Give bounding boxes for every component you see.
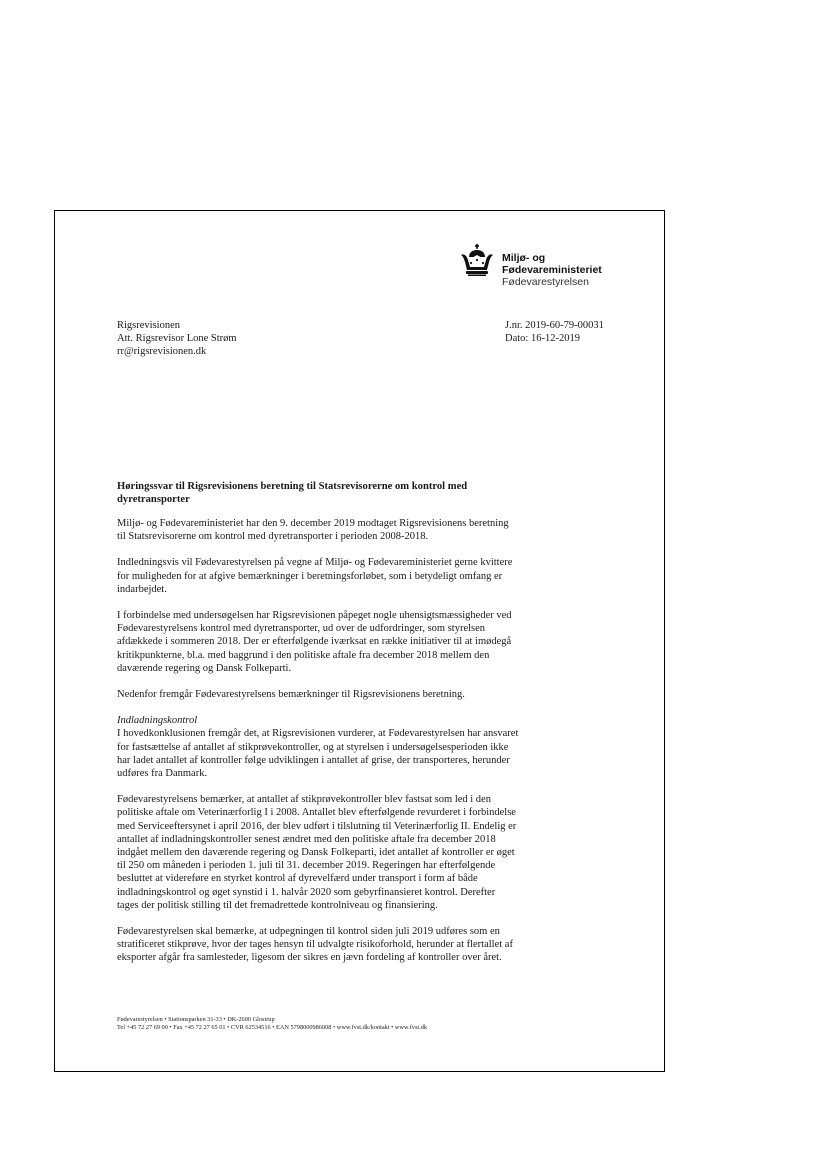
paragraph-2: Indledningsvis vil Fødevarestyrelsen på vegne af Miljø- og Fødevareministeriet gerne kvittere for muligheden for at afgive bemærkninger i beretningsforløbet, som i betydeligt omfang er indarbejdet.	[117, 557, 513, 595]
letter-meta	[505, 319, 604, 345]
letter-footer	[117, 1016, 537, 1032]
letter-title: Høringssvar til Rigsrevisionens beretning til Statsrevisorerne om kontrol med dyretransporter	[117, 481, 468, 505]
logo-line-agency: Fødevarestyrelsen	[502, 276, 589, 288]
paragraph-4: Nedenfor fremgår Fødevarestyrelsens bemærkninger til Rigsrevisionens beretning.	[117, 689, 465, 701]
logo-line-ministry-1: Miljø- og	[502, 252, 546, 264]
paragraph-7: Fødevarestyrelsen skal bemærke, at udpegningen til kontrol siden juli 2019 udføres som en stratificeret stikprøve, hvor der tages hensyn til udvalgte risikoforhold, herunder at flertallet af eksporter afgår fra samlesteder, ligesom der sikres en jævn fordeling af kontroller over året.	[117, 926, 513, 964]
paragraph-6: Fødevarestyrelsens bemærker, at antallet af stikprøvekontroller blev fastsat som led i den politiske aftale om Veterinærforlig I i 2008. Antallet blev efterfølgende revurderet i forbindelse med Serviceeftersynet i april 2016, der blev udført i tilslutning til Veterinærforlig II. Endelig er antallet af indladningskontroller senest ændret med den politiske aftale fra december 2018 indgået mellem den daværende regering og Dansk Folkeparti, idet antallet af kontroller er øget til 250 om måneden i perioden 1. juli til 31. december 2019. Regeringen har efterfølgende besluttet at videreføre en styrket kontrol af dyrevelfærd under transport i form af både indladningskontrol og øget synstid i 1. halvår 2020 som gebyrfinansieret kontrol. Derefter tages der politisk stilling til det fremadrettede kontrolniveau og finansiering.	[117, 794, 517, 911]
recipient-address	[117, 319, 237, 358]
recipient-name: Rigsrevisionen	[117, 320, 180, 331]
letter-body	[117, 480, 519, 978]
section-heading: Indladningskontrol	[117, 715, 198, 727]
journal-number: J.nr. 2019-60-79-00031	[505, 320, 604, 331]
crown-icon	[458, 243, 496, 277]
footer-contact: Tel +45 72 27 69 00 • Fax +45 72 27 65 01 • CVR 62534516 • EAN 5798000986008 • www.fvst.dk/kontakt • www.fvst.dk	[117, 1024, 428, 1032]
logo-line-ministry-2: Fødevareministeriet	[502, 264, 602, 276]
letter-date: Dato: 16-12-2019	[505, 333, 580, 344]
paragraph-3: I forbindelse med undersøgelsen har Rigsrevisionen påpeget nogle uhensigtsmæssigheder ved Fødevarestyrelsens kontrol med dyretransporter, ud over de udfordringer, som styrelsen afdækkede i sommeren 2018. Der er efterfølgende iværksat en række initiativer til at imødegå kritikpunkterne, bl.a. med baggrund i den politiske aftale fra december 2018 mellem den daværende regering og Dansk Folkeparti.	[117, 610, 512, 674]
footer-address: Fødevarestyrelsen • Stationsparken 31-33 • DK-2600 Glostrup	[117, 1016, 275, 1023]
recipient-email: rr@rigsrevisionen.dk	[117, 346, 207, 357]
ministry-logo	[458, 243, 638, 289]
paragraph-5: I hovedkonklusionen fremgår det, at Rigsrevisionen vurderer, at Fødevarestyrelsen har ansvaret for fastsættelse af antallet af stikprøvekontroller, og at styrelsen i undersøgelsesperioden ikke har ladet antallet af kontroller følge udviklingen i antallet af grise, der transporteres, herunder udføres fra Danmark.	[117, 728, 519, 780]
paragraph-1: Miljø- og Fødevareministeriet har den 9. december 2019 modtaget Rigsrevisionens beretning til Statsrevisorerne om kontrol med dyretransporter i perioden 2008-2018.	[117, 518, 509, 543]
recipient-attention: Att. Rigsrevisor Lone Strøm	[117, 333, 237, 344]
